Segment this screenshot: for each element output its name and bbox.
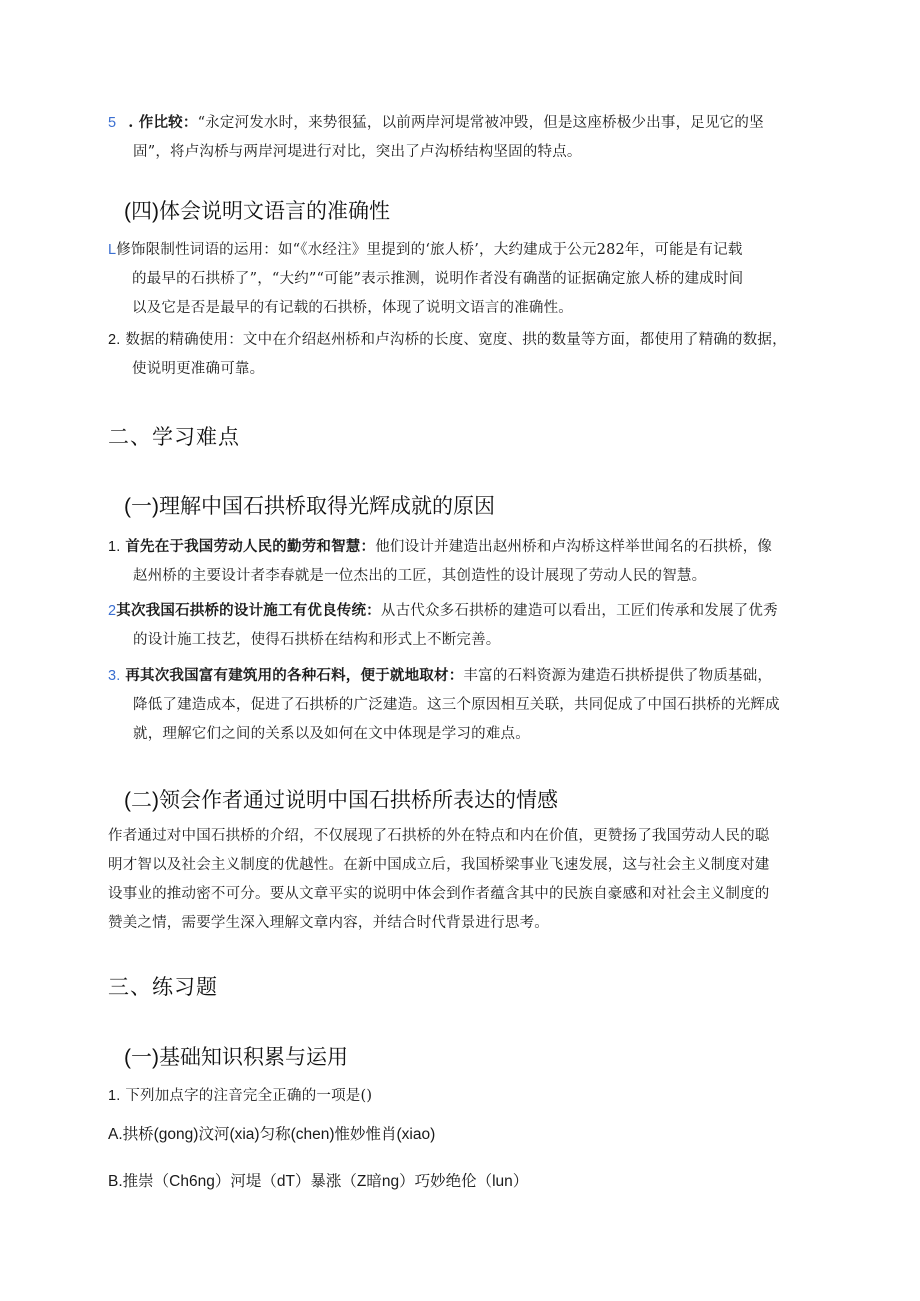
list-number: 3. [108, 668, 121, 684]
section-heading: (一)理解中国石拱桥取得光辉成就的原因 [124, 495, 495, 518]
list-item [108, 236, 820, 323]
paragraph-line: 设事业的推动密不可分。要从文章平实的说明中体会到作者蕴含其中的民族自豪感和对社会主义制度的 [108, 886, 770, 902]
item-label: 其次我国石拱桥的设计施工有优良传统： [116, 602, 381, 619]
paragraph-line: 以及它是否是最早的有记载的石拱桥，体现了说明文语言的准确性。 [132, 300, 573, 316]
paragraph-line: 赞美之情，需要学生深入理解文章内容，并结合时代背景进行思考。 [108, 915, 549, 931]
paragraph-line: 降低了建造成本，促进了石拱桥的广泛建造。这三个原因相互关联，共同促成了中国石拱桥的光辉成 [133, 697, 780, 713]
question-text: 下列加点字的注音完全正确的一项是() [125, 1088, 373, 1104]
list-item [108, 532, 820, 591]
item-label: 再其次我国富有建筑用的各种石料，便于就地取材： [125, 667, 464, 684]
list-item [108, 596, 820, 655]
section-heading: (四)体会说明文语言的准确性 [124, 200, 390, 223]
item-label: 首先在于我国劳动人民的勤劳和智慧： [125, 538, 376, 555]
list-number: 5 [108, 115, 117, 131]
item-label: . 作比较： [128, 114, 198, 131]
list-number: 2. [108, 332, 121, 348]
answer-option-a: A.拱桥(gong)汶河(xia)匀称(chen)惟妙惟肖(xiao) [108, 1126, 436, 1143]
answer-option-b: B.推崇（Ch6ng）河堤（dT）暴涨（Z暗ng）巧妙绝伦（lun） [108, 1173, 529, 1190]
chapter-heading: 二、学习难点 [108, 426, 240, 449]
paragraph-line: 丰富的石料资源为建造石拱桥提供了物质基础， [463, 668, 773, 684]
paragraph-line: 作者通过对中国石拱桥的介绍，不仅展现了石拱桥的外在特点和内在价值，更赞扬了我国劳动人民的聪 [108, 828, 770, 844]
paragraph-line: 赵州桥的主要设计者李春就是一位杰出的工匠，其创造性的设计展现了劳动人民的智慧。 [133, 568, 707, 584]
paragraph-line: “永定河发水时，来势很猛，以前两岸河堤常被冲毁，但是这座桥极少出事，足见它的坚 [197, 115, 764, 131]
paragraph-line: 使说明更准确可靠。 [132, 361, 265, 377]
section-heading: (一)基础知识积累与运用 [124, 1046, 348, 1069]
list-number: 2 [108, 603, 117, 619]
paragraph-line: 就，理解它们之间的关系以及如何在文中体现是学习的难点。 [133, 726, 530, 742]
paragraph-line: 他们设计并建造出赵州桥和卢沟桥这样举世闻名的石拱桥，像 [375, 539, 773, 555]
list-item [108, 326, 820, 384]
question-stem [108, 1082, 820, 1111]
list-number: L [108, 242, 117, 258]
section-heading: (二)领会作者通过说明中国石拱桥所表达的情感 [124, 789, 558, 812]
list-number: 1. [108, 539, 121, 555]
paragraph-line: 的设计施工技艺，使得石拱桥在结构和形式上不断完善。 [133, 632, 501, 648]
paragraph-line: 固”，将卢沟桥与两岸河堤进行对比，突出了卢沟桥结构坚固的特点。 [133, 144, 582, 160]
list-item [108, 108, 820, 167]
paragraph [108, 822, 820, 938]
list-item [108, 661, 820, 749]
paragraph-line: 的最早的石拱桥了”，“大约”“可能”表示推测，说明作者没有确凿的证据确定旅人桥的建成时间 [132, 271, 744, 287]
paragraph-line: 数据的精确使用：文中在介绍赵州桥和卢沟桥的长度、宽度、拱的数量等方面，都使用了精确的数据， [125, 332, 787, 348]
question-number: 1. [108, 1088, 121, 1104]
chapter-heading: 三、练习题 [108, 976, 218, 999]
paragraph-line: 修饰限制性词语的运用：如“《水经注》里提到的‘旅人桥’，大约建成于公元282年，可能是有记载 [116, 242, 743, 258]
paragraph-line: 从古代众多石拱桥的建造可以看出，工匠们传承和发展了优秀 [380, 603, 778, 619]
paragraph-line: 明才智以及社会主义制度的优越性。在新中国成立后，我国桥梁事业飞速发展，这与社会主义制度对建 [108, 857, 770, 873]
